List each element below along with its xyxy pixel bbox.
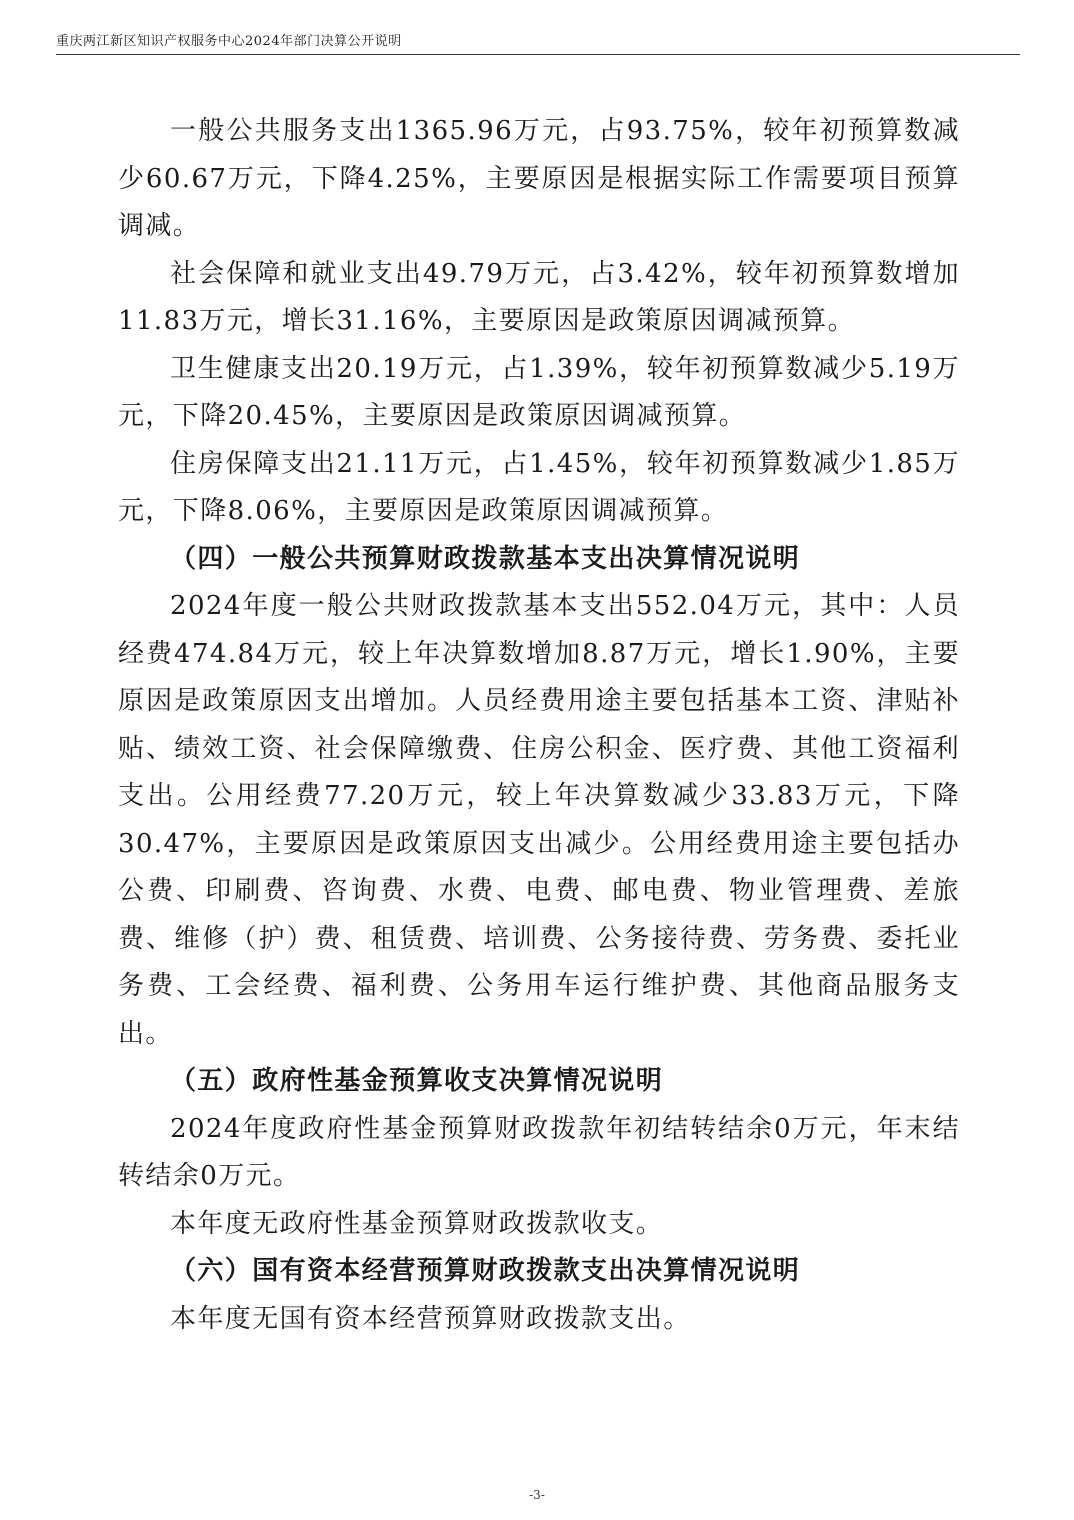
paragraph-general-public-services: 一般公共服务支出1365.96万元，占93.75%，较年初预算数减少60.67万元，下降4.25%，主要原因是根据实际工作需要项目预算调减。: [118, 116, 960, 241]
page-number: -3-: [529, 1488, 545, 1502]
paragraph-health: 卫生健康支出20.19万元，占1.39%，较年初预算数减少5.19万元，下降20.45%，主要原因是政策原因调减预算。: [118, 353, 960, 431]
paragraph-gov-fund-balance: 2024年度政府性基金预算财政拨款年初结转结余0万元，年末结转结余0万元。: [118, 1113, 960, 1191]
paragraph-state-capital-none: 本年度无国有资本经营预算财政拨款支出。: [170, 1303, 691, 1334]
header-divider: [56, 54, 1020, 55]
page-header-title: 重庆两江新区知识产权服务中心2024年部门决算公开说明: [56, 34, 402, 49]
document-body: [118, 108, 960, 1343]
paragraph-housing: 住房保障支出21.11万元，占1.45%，较年初预算数减少1.85万元，下降8.06%，主要原因是政策原因调减预算。: [118, 448, 960, 526]
paragraph-gov-fund-none: 本年度无政府性基金预算财政拨款收支。: [170, 1208, 664, 1239]
section-heading-4: （四）一般公共预算财政拨款基本支出决算情况说明: [170, 543, 801, 574]
section-heading-6: （六）国有资本经营预算财政拨款支出决算情况说明: [170, 1256, 801, 1286]
paragraph-social-security: 社会保障和就业支出49.79万元，占3.42%，较年初预算数增加11.83万元，增长31.16%，主要原因是政策原因调减预算。: [118, 258, 960, 336]
section-heading-5: （五）政府性基金预算收支决算情况说明: [170, 1066, 664, 1096]
paragraph-basic-expenditure: 2024年度一般公共财政拨款基本支出552.04万元，其中：人员经费474.84万元，较上年决算数增加8.87万元，增长1.90%，主要原因是政策原因支出增加。人员经费用途主要包括基本工资、津贴补贴、绩效工资、社会保障缴费、住房公积金、医疗费、其他工资福利支出。公用经费77.20万元，较上年决算数减少33.83万元，下降30.47%，主要原因是政策原因支出减少。公用经费用途主要包括办公费、印刷费、咨询费、水费、电费、邮电费、物业管理费、差旅费、维修（护）费、租赁费、培训费、公务接待费、劳务费、委托业务费、工会经费、福利费、公务用车运行维护费、其他商品服务支出。: [118, 591, 960, 1049]
